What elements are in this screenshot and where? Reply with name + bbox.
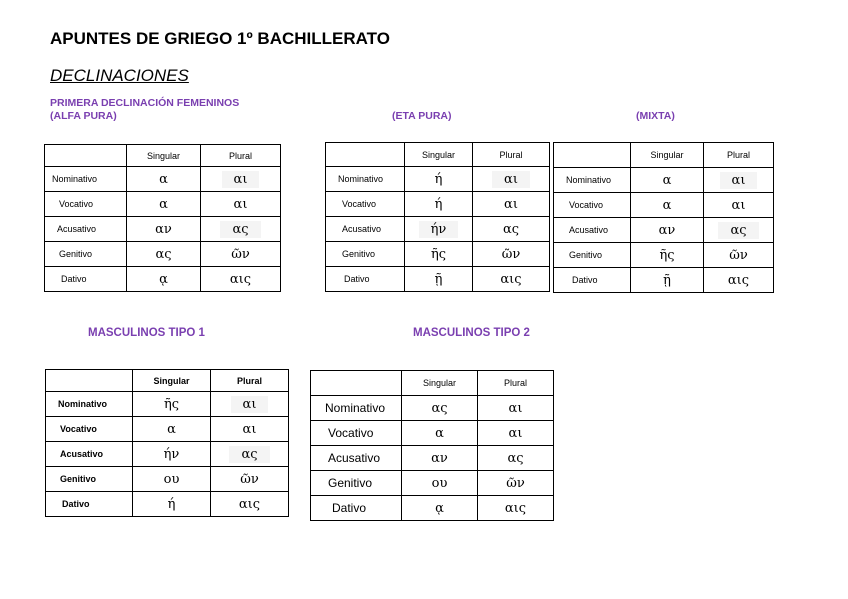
ending-plural: ῶν: [704, 243, 774, 268]
case-genitivo: Genitivo: [326, 242, 405, 267]
ending-plural: [211, 392, 289, 417]
ending-singular: αν: [631, 218, 704, 243]
case-dativo: Dativo: [46, 492, 133, 517]
ending-singular: ή: [133, 492, 211, 517]
ending-plural: αι: [478, 396, 554, 421]
ending-singular: ή: [405, 192, 473, 217]
case-dativo: Dativo: [326, 267, 405, 292]
case-vocativo: Vocativo: [311, 421, 402, 446]
table-row: [46, 392, 289, 417]
ending-plural: ῶν: [473, 242, 550, 267]
section-title: DECLINACIONES: [50, 66, 189, 85]
ending-plural: αι: [478, 421, 554, 446]
table-row: [45, 267, 281, 292]
ending-singular: α: [402, 421, 478, 446]
ending-singular: α: [631, 193, 704, 218]
case-acusativo: Acusativo: [311, 446, 402, 471]
header-empty-cell: [326, 143, 405, 167]
ending-singular: α: [127, 167, 201, 192]
ending-plural: αι: [704, 193, 774, 218]
ending-plural: αι: [473, 192, 550, 217]
case-genitivo: Genitivo: [311, 471, 402, 496]
table-row: [46, 417, 289, 442]
ending-singular: ῇ: [405, 267, 473, 292]
ending-singular: ᾳ: [127, 267, 201, 292]
case-vocativo: Vocativo: [46, 417, 133, 442]
heading-alfa-line2: (ALFA PURA): [50, 110, 117, 122]
header-singular: Singular: [405, 143, 473, 167]
ending-singular: ή: [405, 167, 473, 192]
ending-plural: αις: [478, 496, 554, 521]
table-row: [326, 242, 550, 267]
case-acusativo: Acusativo: [45, 217, 127, 242]
table-row: [45, 192, 281, 217]
case-nominativo: Nominativo: [554, 168, 631, 193]
table-row: [311, 471, 554, 496]
table-row: [311, 421, 554, 446]
ending-plural-text: αι: [492, 171, 530, 188]
ending-plural: [211, 442, 289, 467]
table-row: [554, 243, 774, 268]
case-dativo: Dativo: [554, 268, 631, 293]
ending-plural-text: ας: [220, 221, 260, 238]
ending-plural-text: ας: [229, 446, 269, 463]
ending-plural-text: αι: [231, 396, 269, 413]
case-vocativo: Vocativo: [326, 192, 405, 217]
document-title: APUNTES DE GRIEGO 1º BACHILLERATO: [50, 29, 390, 48]
ending-singular: [405, 217, 473, 242]
header-plural: Plural: [201, 145, 281, 167]
table-row: [45, 217, 281, 242]
case-nominativo: Nominativo: [311, 396, 402, 421]
heading-alfa-line1: PRIMERA DECLINACIÓN FEMENINOS: [50, 97, 240, 109]
table-row: [326, 217, 550, 242]
header-plural: Plural: [211, 370, 289, 392]
ending-singular: ας: [127, 242, 201, 267]
case-genitivo: Genitivo: [554, 243, 631, 268]
ending-singular: ῆς: [631, 243, 704, 268]
ending-plural: [704, 168, 774, 193]
ending-plural: αις: [473, 267, 550, 292]
ending-singular: ου: [402, 471, 478, 496]
ending-plural: [201, 217, 281, 242]
header-empty-cell: [45, 145, 127, 167]
table-row: [45, 167, 281, 192]
header-singular: Singular: [133, 370, 211, 392]
ending-plural-text: αι: [720, 172, 758, 189]
header-singular: Singular: [402, 371, 478, 396]
header-empty-cell: [46, 370, 133, 392]
ending-plural: αι: [201, 192, 281, 217]
heading-mixta: (MIXTA): [636, 110, 675, 122]
ending-singular: αν: [127, 217, 201, 242]
table-row: [554, 193, 774, 218]
table-row: [46, 492, 289, 517]
ending-plural: ας: [473, 217, 550, 242]
table-mixta: [553, 142, 774, 293]
table-row: [45, 242, 281, 267]
case-nominativo: Nominativo: [45, 167, 127, 192]
ending-singular: α: [133, 417, 211, 442]
ending-plural: [704, 218, 774, 243]
case-dativo: Dativo: [45, 267, 127, 292]
table-row: [46, 442, 289, 467]
ending-plural: ῶν: [211, 467, 289, 492]
ending-plural: αις: [704, 268, 774, 293]
table-eta-pura: [325, 142, 550, 292]
table-row: [311, 496, 554, 521]
table-row: [326, 192, 550, 217]
case-genitivo: Genitivo: [45, 242, 127, 267]
header-singular: Singular: [631, 143, 704, 168]
header-plural: Plural: [704, 143, 774, 168]
case-genitivo: Genitivo: [46, 467, 133, 492]
header-empty-cell: [311, 371, 402, 396]
ending-plural: [473, 167, 550, 192]
case-vocativo: Vocativo: [554, 193, 631, 218]
ending-singular: ῇ: [631, 268, 704, 293]
ending-singular: αν: [402, 446, 478, 471]
ending-plural: αι: [211, 417, 289, 442]
header-empty-cell: [554, 143, 631, 168]
header-plural: Plural: [478, 371, 554, 396]
table-alfa-pura: [44, 144, 281, 292]
table-header-row: [554, 143, 774, 168]
table-row: [46, 467, 289, 492]
table-row: [326, 267, 550, 292]
heading-eta-pura: (ETA PURA): [392, 110, 452, 122]
ending-singular: ᾳ: [402, 496, 478, 521]
case-acusativo: Acusativo: [326, 217, 405, 242]
table-row: [554, 268, 774, 293]
heading-masculinos-2: MASCULINOS TIPO 2: [413, 327, 530, 339]
table-row: [311, 446, 554, 471]
case-nominativo: Nominativo: [46, 392, 133, 417]
table-masculinos-2: [310, 370, 554, 521]
ending-plural-text: ας: [718, 222, 758, 239]
ending-plural: αις: [211, 492, 289, 517]
ending-plural-text: αι: [222, 171, 260, 188]
table-header-row: [326, 143, 550, 167]
ending-plural: ῶν: [201, 242, 281, 267]
table-header-row: [311, 371, 554, 396]
heading-alfa-pura: [50, 97, 239, 123]
case-acusativo: Acusativo: [554, 218, 631, 243]
ending-singular: ας: [402, 396, 478, 421]
header-plural: Plural: [473, 143, 550, 167]
table-row: [326, 167, 550, 192]
header-singular: Singular: [127, 145, 201, 167]
ending-singular-text: ήν: [419, 221, 459, 238]
ending-plural: [201, 167, 281, 192]
table-masculinos-1: [45, 369, 289, 517]
ending-singular: ου: [133, 467, 211, 492]
ending-plural: ῶν: [478, 471, 554, 496]
ending-singular: α: [631, 168, 704, 193]
ending-singular: α: [127, 192, 201, 217]
ending-singular: ῆς: [133, 392, 211, 417]
table-header-row: [45, 145, 281, 167]
case-acusativo: Acusativo: [46, 442, 133, 467]
table-header-row: [46, 370, 289, 392]
ending-singular: ῆς: [405, 242, 473, 267]
table-row: [554, 218, 774, 243]
ending-singular: ήν: [133, 442, 211, 467]
heading-masculinos-1: MASCULINOS TIPO 1: [88, 327, 205, 339]
case-vocativo: Vocativo: [45, 192, 127, 217]
table-row: [554, 168, 774, 193]
ending-plural: ας: [478, 446, 554, 471]
case-dativo: Dativo: [311, 496, 402, 521]
ending-plural: αις: [201, 267, 281, 292]
case-nominativo: Nominativo: [326, 167, 405, 192]
table-row: [311, 396, 554, 421]
